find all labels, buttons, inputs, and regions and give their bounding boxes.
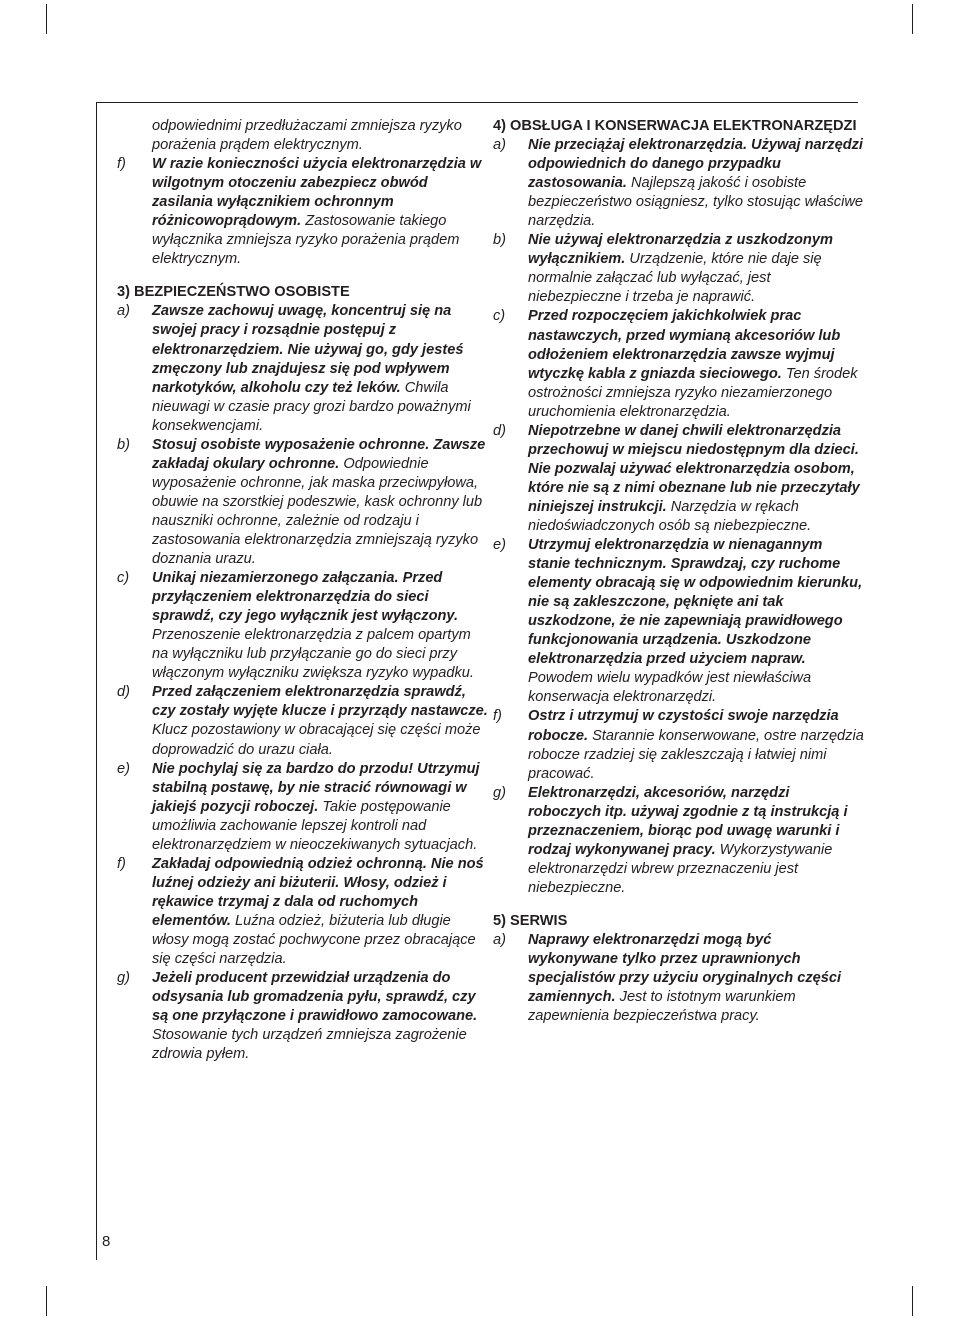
item-body bbox=[152, 856, 484, 967]
item-marker: d) bbox=[493, 422, 506, 439]
explanation-text: odpowiednimi przedłużaczami zmniejsza ryzyko porażenia prądem elektrycznym. bbox=[152, 118, 462, 154]
item-body bbox=[152, 684, 488, 757]
instruction-bold: Elektronarzędzi, akcesoriów, narzędzi roboczych itp. używaj zgodnie z tą instrukcją i przeznaczeniem, biorąc pod uwagę warunki i rodzaj wykonywanej pracy. bbox=[528, 784, 848, 858]
item-body bbox=[152, 156, 481, 267]
list-item-c bbox=[117, 569, 489, 683]
instruction-bold: Przed załączeniem elektronarzędzia sprawdź, czy zostały wyjęte klucze i przyrządy nastawcze. bbox=[152, 684, 488, 720]
section-heading-5: 5) SERWIS bbox=[493, 912, 568, 929]
item-marker: a) bbox=[493, 137, 506, 154]
explanation-text: Ten środek ostrożności zmniejsza ryzyko niezamierzonego uruchomienia elektronarzędzia. bbox=[528, 365, 858, 420]
item-marker: e) bbox=[493, 537, 506, 554]
explanation-text: Luźna odzież, biżuteria lub długie włosy mogą zostać pochwycone przez obracające się części narzędzia. bbox=[152, 912, 476, 968]
explanation-text: Zastosowanie takiego wyłącznika zmniejsza ryzyko porażenia prądem elektrycznym. bbox=[152, 213, 460, 268]
item-marker: a) bbox=[493, 931, 506, 948]
instruction-bold: Utrzymuj elektronarzędzia w nienagannym stanie technicznym. Sprawdzaj, czy ruchome elementy obracają się w odpowiednim kierunku, nie są zakleszczone, pęknięte ani tak uszkodzone, że nie zapewniają prawidłowego funkcjonowania urządzenia. Uszkodzone elektronarzędzia przed użyciem napraw. bbox=[528, 537, 863, 668]
list-item-d bbox=[493, 422, 865, 536]
item-body bbox=[152, 570, 474, 681]
section-4-items bbox=[493, 136, 865, 898]
item-body bbox=[528, 708, 864, 781]
item-marker: g) bbox=[117, 970, 130, 987]
explanation-text: Odpowiednie wyposażenie ochronne, jak maska przeciwpyłowa, obuwie na szorstkiej podeszwie, kask ochronny lub nauszniki ochronne, zależnie od rodzaju i zastosowania elektronarzędzia zmniejszają ryzyko doznania urazu. bbox=[152, 455, 483, 568]
explanation-text: Klucz pozostawiony w obracającej się części może doprowadzić do urazu ciała. bbox=[152, 722, 481, 758]
page-number: 8 bbox=[102, 1233, 111, 1250]
section-5-items bbox=[493, 931, 865, 1026]
right-column bbox=[493, 117, 865, 1026]
item-body bbox=[152, 761, 480, 853]
crop-mark-bottom-left bbox=[46, 1286, 47, 1316]
instruction-bold: W razie konieczności użycia elektronarzędzia w wilgotnym otoczeniu zabezpiecz obwód zasilania wyłącznikiem ochronnym różnicowoprądowym. bbox=[152, 156, 482, 230]
list-item-g bbox=[117, 969, 489, 1064]
explanation-text: Przenoszenie elektronarzędzia z palcem opartym na wyłączniku lub przyłączanie go do sieci przy włączonym wyłączniku zwiększa ryzyko wypadku. bbox=[152, 627, 474, 682]
item-marker: a) bbox=[117, 303, 130, 320]
list-item-f bbox=[493, 707, 865, 783]
item-marker: g) bbox=[493, 784, 506, 801]
item-body bbox=[528, 537, 862, 705]
item-marker: e) bbox=[117, 760, 130, 777]
instruction-bold: Nie używaj elektronarzędzia z uszkodzonym wyłącznikiem. bbox=[528, 232, 833, 268]
list-item-d bbox=[117, 683, 489, 759]
section-heading-3: 3) BEZPIECZEŃSTWO OSOBISTE bbox=[117, 284, 350, 301]
header-rule bbox=[96, 102, 858, 103]
list-item-b bbox=[117, 436, 489, 569]
explanation-text: Urządzenie, które nie daje się normalnie załączać lub wyłączać, jest niebezpieczne i trzeba je naprawić. bbox=[528, 251, 822, 306]
left-column bbox=[117, 117, 489, 1064]
instruction-bold: Stosuj osobiste wyposażenie ochronne. Zawsze zakładaj okulary ochronne. bbox=[152, 436, 486, 472]
instruction-bold: Jeżeli producent przewidział urządzenia do odsysania lub gromadzenia pyłu, sprawdź, czy są one przyłączone i prawidłowo zamocowane. bbox=[152, 970, 478, 1025]
crop-mark-top-left bbox=[46, 4, 47, 34]
item-marker: d) bbox=[117, 684, 130, 701]
list-item-e bbox=[493, 536, 865, 707]
instruction-bold: Nie pochylaj się za bardzo do przodu! Utrzymuj stabilną postawę, by nie stracić równowagi w jakiejś pozycji roboczej. bbox=[152, 760, 480, 815]
item-body bbox=[528, 785, 848, 896]
list-item-f bbox=[117, 855, 489, 969]
item-body bbox=[528, 423, 860, 534]
instruction-bold: Unikaj niezamierzonego załączania. Przed przyłączeniem elektronarzędzia do sieci sprawdź, czy jego wyłącznik jest wyłączony. bbox=[152, 570, 459, 625]
item-body bbox=[528, 232, 833, 305]
list-item-f bbox=[117, 155, 489, 269]
explanation-text: Jest to istotnym warunkiem zapewnienia bezpieczeństwa pracy. bbox=[528, 989, 796, 1025]
instruction-bold: Zawsze zachowuj uwagę, koncentruj się na swojej pracy i rozsądnie postępuj z elektronarzędziem. Nie używaj go, gdy jesteś zmęczony lub znajdujesz się pod wpływem narkotyków, alkoholu czy też leków. bbox=[152, 303, 464, 396]
explanation-text: Powodem wielu wypadków jest niewłaściwa konserwacja elektronarzędzi. bbox=[528, 670, 812, 706]
section-3-items bbox=[117, 302, 489, 1064]
item-body bbox=[528, 308, 858, 419]
list-item-e bbox=[117, 760, 489, 855]
instruction-bold: Przed rozpoczęciem jakichkolwiek prac nastawczych, przed wymianą akcesoriów lub odłożeniem elektronarzędzia zawsze wyjmuj wtyczkę kabla z gniazda sieciowego. bbox=[528, 308, 841, 382]
explanation-text: Narzędzia w rękach niedoświadczonych osób są niebezpieczne. bbox=[528, 498, 812, 534]
section-heading-4: 4) OBSŁUGA I KONSERWACJA ELEKTRONARZĘDZI bbox=[493, 118, 857, 134]
explanation-text: Takie postępowanie umożliwia zachowanie lepszej kontroli nad elektronarzędziem w nieoczekiwanych sytuacjach. bbox=[152, 798, 478, 853]
crop-mark-bottom-right bbox=[912, 1286, 913, 1316]
item-body bbox=[152, 303, 471, 433]
margin-rule bbox=[96, 102, 97, 1260]
list-item-a bbox=[493, 136, 865, 231]
item-marker: b) bbox=[493, 232, 506, 249]
item-marker: b) bbox=[117, 436, 130, 453]
item-body bbox=[152, 437, 485, 567]
instruction-bold: Zakładaj odpowiednią odzież ochronną. Nie noś luźnej odzieży ani biżuterii. Włosy, odzież i rękawice trzymaj z dala od ruchomych elementów. bbox=[152, 855, 484, 929]
instruction-bold: Nie przeciążaj elektronarzędzia. Używaj narzędzi odpowiednich do danego przypadku zastosowania. bbox=[528, 137, 863, 192]
explanation-text: Stosowanie tych urządzeń zmniejsza zagrożenie zdrowia pyłem. bbox=[152, 1027, 467, 1063]
list-item-a bbox=[117, 302, 489, 435]
item-body bbox=[528, 932, 841, 1024]
list-item-g bbox=[493, 784, 865, 898]
item-marker: f) bbox=[117, 855, 126, 872]
item-marker: c) bbox=[117, 570, 130, 587]
item-marker: c) bbox=[493, 308, 506, 325]
item-body bbox=[528, 137, 863, 229]
item-body bbox=[152, 970, 477, 1062]
explanation-text: Najlepszą jakość i osobiste bezpieczeństwo osiągniesz, tylko stosując właściwe narzędzia. bbox=[528, 175, 864, 230]
list-item-b bbox=[493, 231, 865, 307]
explanation-text: Wykorzystywanie elektronarzędzi wbrew przeznaczeniu jest niebezpieczne. bbox=[528, 841, 833, 896]
explanation-text: Chwila nieuwagi w czasie pracy grozi bardzo poważnymi konsekwencjami. bbox=[152, 379, 471, 434]
instruction-bold: Ostrz i utrzymuj w czystości swoje narzędzia robocze. bbox=[528, 708, 839, 744]
instruction-bold: Naprawy elektronarzędzi mogą być wykonywane tylko przez uprawnionych specjalistów przy użyciu oryginalnych części zamiennych. bbox=[528, 931, 842, 1006]
instruction-bold: Niepotrzebne w danej chwili elektronarzędzia przechowuj w miejscu niedostępnym dla dzieci. Nie pozwalaj używać elektronarzędzia osobom, które nie są z nimi obeznane lub nie przeczytały niniejszej instrukcji. bbox=[528, 422, 860, 515]
item-marker: f) bbox=[493, 708, 502, 725]
list-item-c bbox=[493, 307, 865, 421]
explanation-text: Starannie konserwowane, ostre narzędzia robocze rzadziej się zakleszczają i łatwiej nimi pracować. bbox=[528, 727, 864, 782]
list-item-a bbox=[493, 931, 865, 1026]
continuation-text bbox=[117, 117, 489, 155]
item-marker: f) bbox=[117, 156, 126, 173]
crop-mark-top-right bbox=[912, 4, 913, 34]
